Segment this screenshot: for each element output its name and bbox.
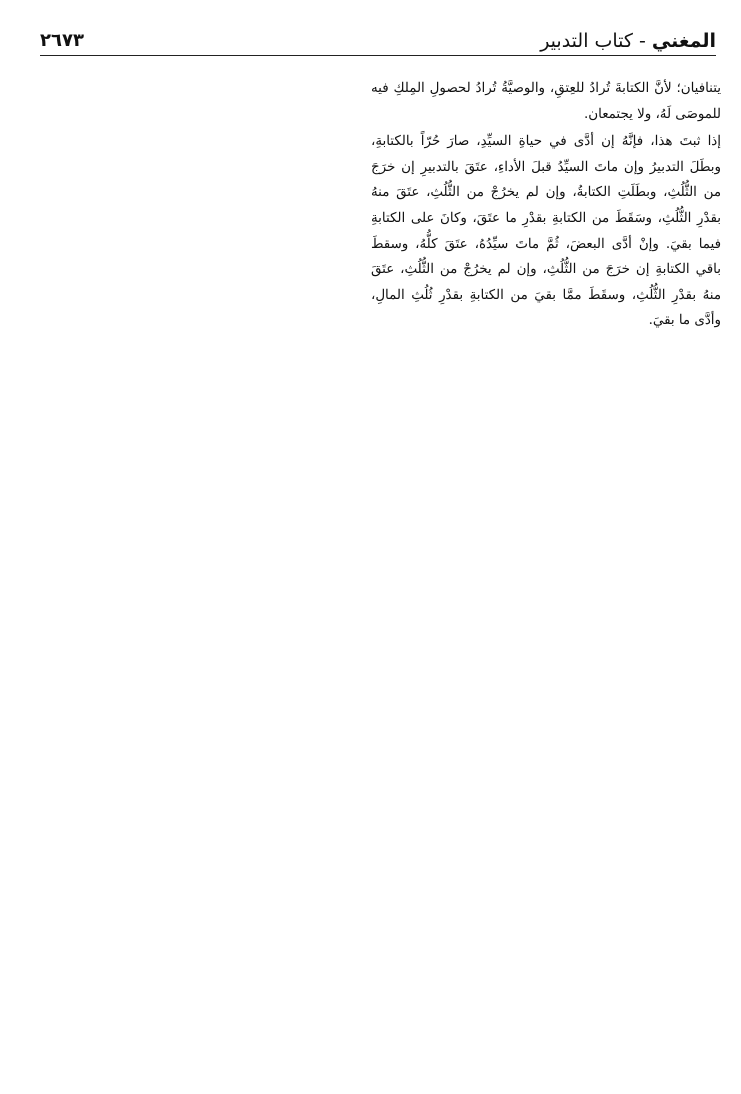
header-rule — [40, 55, 716, 56]
paragraph-2: إذا ثبتَ هذا، فإنَّهُ إن أدَّى في حياةِ السيِّدِ، صارَ حُرّاً بالكتابةِ، وبطَلَ التدبيرُ وإن ماتَ السيِّدُ قبلَ الأداءِ، عتَقَ بالتدبيرِ إن خرَجَ من الثُّلُثِ، وبطَلَتِ الكتابةُ، وإن لم يخرُجْ من الثُّلُثِ، عتَقَ منهُ بقدْرِ الثُّلُثِ، وسَقَطَ من الكتابةِ بقدْرِ ما عتَقَ، وكانَ على الكتابةِ فيما بقيَ. وإنْ أدَّى البعضَ، ثُمَّ ماتَ سيِّدُهُ، عتَقَ كلُّهُ، وسقطَ باقي الكتابةِ إن خرَجَ من الثُّلُثِ، وإن لم يخرُجْ من الثُّلُثِ، عتَقَ منهُ بقدْرِ الثُّلُثِ، وسقَطَ ممَّا بقيَ من الكتابةِ بقدْرِ ثُلُثِ المالِ، وأدَّى ما بقيَ. — [371, 134, 721, 329]
book-title: المغني — [651, 30, 716, 52]
body-text — [371, 76, 721, 334]
chapter-title: كتاب التدبير — [540, 30, 633, 52]
header-separator: - — [632, 30, 652, 52]
page-number: ٢٦٧٣ — [40, 30, 84, 51]
running-header — [40, 30, 716, 56]
paragraph-1: يتنافيان؛ لأنَّ الكتابةَ تُرادُ للعِتقِ، والوصيَّةُ تُرادُ لحصولِ المِلكِ فيه للموصَى لَهُ، ولا يجتمعان. — [371, 81, 721, 122]
header-title — [540, 30, 716, 52]
